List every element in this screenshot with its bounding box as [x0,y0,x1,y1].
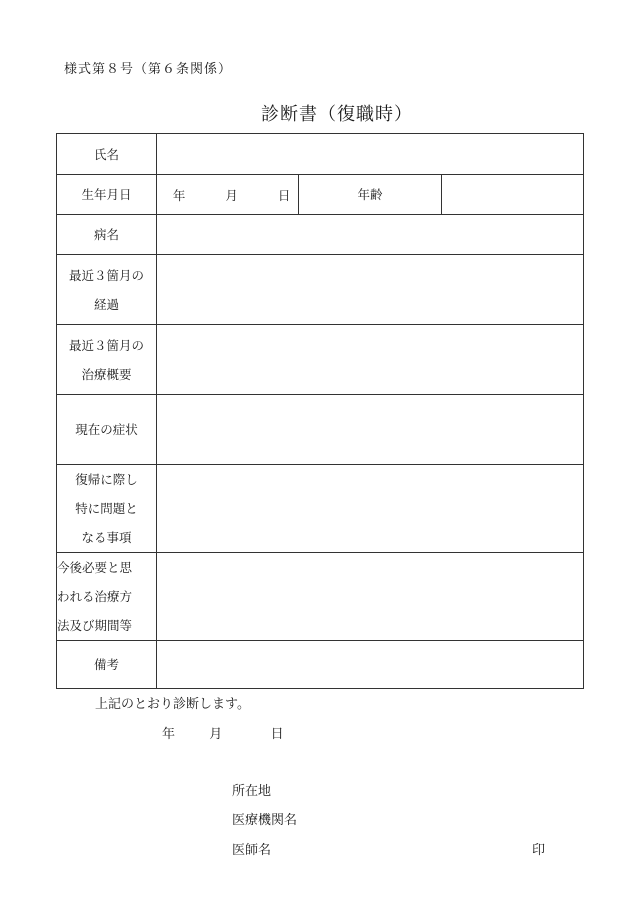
future-treatment-label-line: 今後必要と思 [57,560,133,575]
age-field[interactable] [441,175,583,215]
form-number: 様式第８号（第６条関係） [64,62,233,77]
diagnosis-statement: 上記のとおり診断します。 [95,697,250,712]
treatment-row [57,325,584,395]
symptoms-label: 現在の症状 [57,395,157,465]
date-month-unit: 月 [209,727,223,742]
future-treatment-label-line: われる治療方 [57,589,133,604]
dob-year-unit: 年 [172,187,186,203]
return-issues-label-line: なる事項 [81,530,132,545]
dob-label: 生年月日 [57,175,157,215]
future-treatment-row [57,553,584,641]
return-issues-label [57,465,157,553]
remarks-label: 備考 [57,641,157,689]
treatment-label [57,325,157,395]
dob-field[interactable] [157,175,299,215]
name-label: 氏名 [57,134,157,175]
disease-field[interactable] [157,215,584,255]
future-treatment-label [57,553,157,641]
progress-row [57,255,584,325]
progress-label-line: 最近３箇月の [68,267,144,283]
future-treatment-field[interactable] [157,553,584,641]
symptoms-row [57,395,584,465]
age-label: 年齢 [299,175,441,215]
progress-field[interactable] [157,255,584,325]
date-year-unit: 年 [162,727,176,742]
address-label: 所在地 [232,784,272,799]
return-issues-label-line: 復帰に際し [75,472,138,487]
remarks-row [57,641,584,689]
return-issues-row [57,465,584,553]
treatment-label-line: 治療概要 [81,366,132,382]
treatment-label-line: 最近３箇月の [68,337,144,353]
future-treatment-label-line: 法及び期間等 [57,618,133,633]
symptoms-field[interactable] [157,395,584,465]
document-title: 診断書（復職時） [261,104,413,125]
dob-row [57,175,584,215]
dob-day-unit: 日 [277,187,291,203]
disease-label: 病名 [57,215,157,255]
progress-label-line: 経過 [93,296,119,312]
progress-label [57,255,157,325]
remarks-field[interactable] [157,641,584,689]
doctor-label: 医師名 [232,843,272,858]
name-field[interactable] [157,134,584,175]
return-issues-label-line: 特に問題と [75,501,138,516]
name-row [57,134,584,175]
dob-month-unit: 月 [225,187,238,203]
seal-mark: 印 [532,843,546,858]
treatment-field[interactable] [157,325,584,395]
institution-label: 医療機関名 [232,813,298,828]
disease-row [57,215,584,255]
return-issues-field[interactable] [157,465,584,553]
certificate-table [56,133,584,689]
certificate-date[interactable] [162,723,284,742]
date-day-unit: 日 [270,727,284,742]
